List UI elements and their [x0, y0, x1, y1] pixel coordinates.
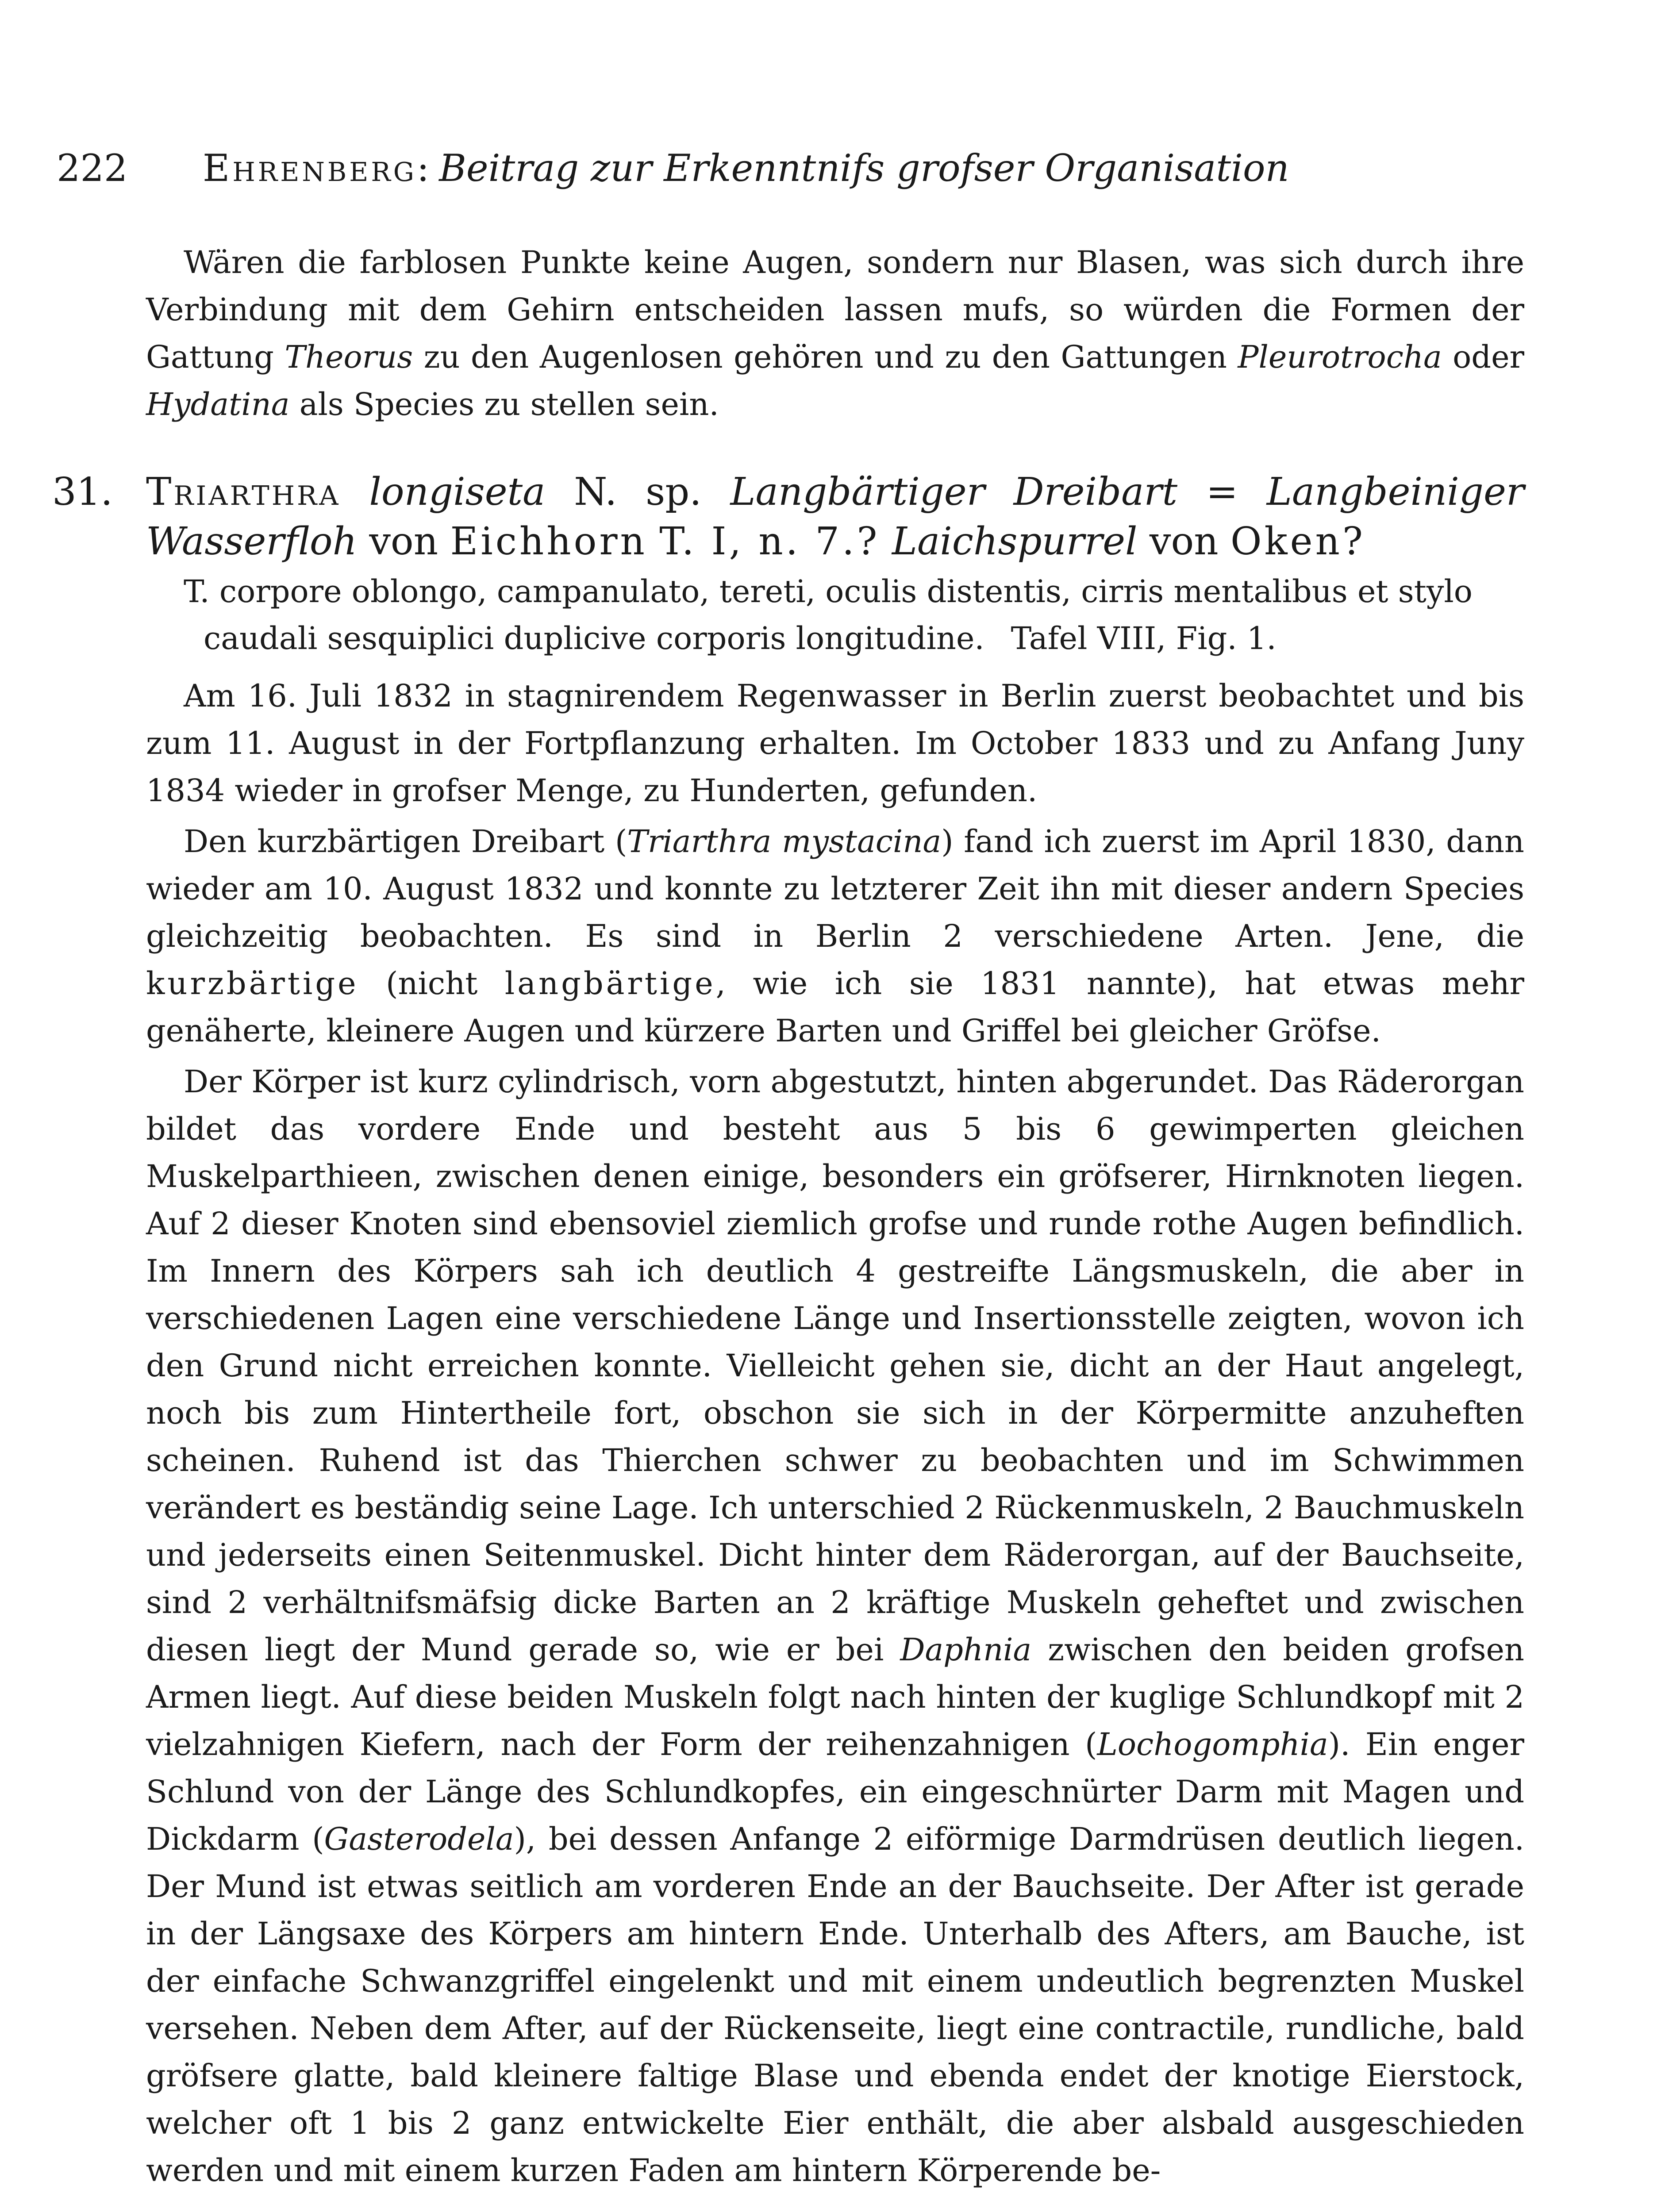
german-name-1: Langbärtiger Dreibart — [730, 470, 1178, 514]
species-triarthra-mystacina: Triarthra mystacina — [627, 823, 942, 860]
header-colon: : — [416, 146, 430, 190]
latin-line-2 — [146, 615, 1524, 662]
term-gasterodela: Gasterodela — [324, 1821, 514, 1857]
new-species-mark: N. sp. — [574, 470, 702, 514]
text-run: ) fand ich zuerst im April 1830, dann wieder am 10. August 1832 und konnte zu letzterer Zeit ihn mit dieser andern Species gleichzeitig beobachten. Es sind in Berlin 2 verschiedene Arten. Jene, die — [146, 823, 1524, 954]
paragraph-anatomy — [146, 1058, 1524, 2194]
text-von: von — [1149, 519, 1219, 564]
plate-reference: Tafel VIII, Fig. 1. — [1011, 620, 1277, 657]
species-entry-heading — [52, 467, 1524, 566]
text-von: von — [369, 519, 438, 564]
text-run: Den kurzbärtigen Dreibart ( — [184, 823, 627, 860]
paragraph-observation: Am 16. Juli 1832 in stagnirendem Regenwasser in Berlin zuerst beobachtet und bis zum 11. August in der Fortpflanzung erhalten. Im October 1833 und zu Anfang Juny 1834 wieder in grofser Menge, zu Hunderten, gefunden. — [146, 678, 1524, 809]
text-run: Wären die farblosen Punkte keine Augen, sondern nur Blasen, was sich durch ihre Verbindung mit dem Gehirn entscheiden lassen mufs, so würden die Formen der Gattung — [146, 244, 1524, 375]
genus-pleurotrocha: Pleurotrocha — [1238, 339, 1442, 375]
running-header — [57, 146, 1517, 191]
text-run: zu den Augenlosen gehören und zu den Gattungen — [413, 339, 1238, 375]
latin-text: caudali sesquiplici duplicive corporis longitudine. — [204, 620, 984, 657]
genus-theorus: Theorus — [285, 339, 413, 375]
entry-number: 31. — [52, 470, 113, 514]
text-run: oder — [1442, 339, 1524, 375]
page-number: 222 — [57, 146, 128, 190]
text-run: , wie ich sie 1831 nannte), hat etwas mehr genäherte, kleinere Augen und kürzere Barten und Griffel bei gleicher Gröfse. — [146, 965, 1524, 1049]
header-author: Ehrenberg — [203, 146, 417, 190]
equals-sign: = — [1206, 470, 1238, 514]
text-body — [52, 239, 1525, 2194]
intro-paragraph — [146, 239, 1524, 428]
text-run: ), bei dessen Anfange 2 eiförmige Darmdrüsen deutlich liegen. Der Mund ist etwas seitlich am vorderen Ende an der Bauchseite. Der After ist gerade in der Längsaxe des Körpers am hintern Ende. Unterhalb des Afters, am Bauche, ist der einfache Schwanzgriffel eingelenkt und mit einem undeutlich begrenzten Muskel versehen. Neben dem After, auf der Rückenseite, liegt eine contractile, rundliche, bald gröfsere glatte, bald kleinere faltige Blase und ebenda endet der knotige Eierstock, welcher oft 1 bis 2 ganz entwickelte Eier enthält, die aber alsbald ausgeschieden werden und mit einem kurzen Faden am hintern Körperende be- — [146, 1821, 1524, 2189]
spaced-word: kurzbärtige — [146, 965, 359, 1002]
latin-line-1: T. corpore oblongo, campanulato, tereti, oculis distentis, cirris mentalibus et stylo — [184, 573, 1473, 610]
genus-hydatina: Hydatina — [146, 386, 290, 422]
genus-name: Triarthra — [146, 470, 341, 514]
text-run: Der Körper ist kurz cylindrisch, vorn abgestutzt, hinten abgerundet. Das Räderorgan bildet das vordere Ende und besteht aus 5 bis 6 gewimperten gleichen Muskelparthieen, zwischen denen einige, besonders ein gröfserer, Hirnknoten liegen. Auf 2 dieser Knoten sind ebensoviel ziemlich grofse und runde rothe Augen befindlich. Im Innern des Körpers sah ich deutlich 4 gestreifte Längsmuskeln, die aber in verschiedenen Lagen eine verschiedene Länge und Insertionsstelle zeigten, wovon ich den Grund nicht erreichen konnte. Vielleicht gehen sie, dicht an der Haut angelegt, noch bis zum Hintertheile fort, obschon sie sich in der Körpermitte anzuheften scheinen. Ruhend ist das Thierchen schwer zu beobachten und im Schwimmen verändert es beständig seine Lage. Ich unterschied 2 Rückenmuskeln, 2 Bauchmuskeln und jederseits einen Seitenmuskel. Dicht hinter dem Räderorgan, auf der Bauchseite, sind 2 verhältnifsmäfsig dicke Barten an 2 kräftige Muskeln geheftet und zwischen diesen liegt der Mund gerade so, wie er bei — [146, 1064, 1524, 1668]
term-lochogomphia: Lochogomphia — [1097, 1726, 1328, 1763]
text-run: zwischen den beiden grofsen Armen liegt. Auf diese beiden Muskeln folgt nach hinten der kuglige Schlundkopf mit 2 vielzahnigen Kiefern, nach der Form der reihenzahnigen ( — [146, 1632, 1525, 1763]
german-name-3: Laichspurrel — [892, 519, 1138, 564]
species-name: longiseta — [369, 470, 546, 514]
german-name-2: Langbeiniger Wasserfloh — [146, 470, 1524, 564]
author-eichhorn: Eichhorn — [450, 519, 647, 564]
paragraph-comparison — [146, 818, 1524, 1055]
latin-diagnosis — [146, 568, 1524, 662]
text-run: als Species zu stellen sein. — [289, 386, 719, 422]
text-run: (nicht — [358, 965, 505, 1002]
genus-daphnia: Daphnia — [900, 1632, 1032, 1668]
spaced-word: langbärtige — [504, 965, 716, 1002]
header-title: Beitrag zur Erkenntnifs grofser Organisation — [439, 146, 1289, 190]
eichhorn-reference: T. I, n. 7.? — [659, 519, 880, 564]
author-oken: Oken? — [1230, 519, 1365, 564]
text-run: ). Ein enger Schlund von der Länge des Schlundkopfes, ein eingeschnürter Darm mit Magen und Dickdarm ( — [146, 1726, 1524, 1857]
